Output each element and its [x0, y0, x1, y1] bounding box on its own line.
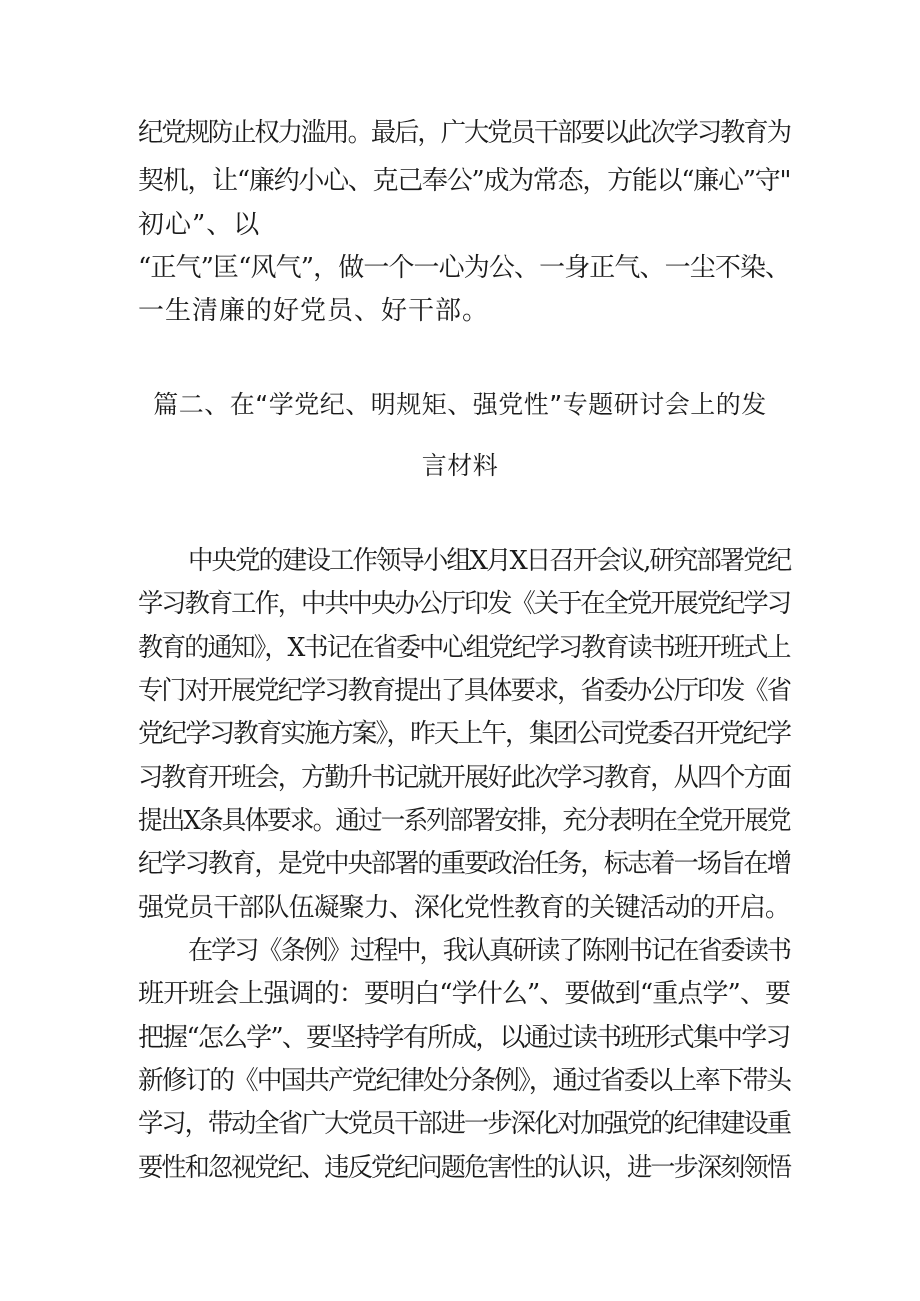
- paragraph-line: 党纪学习教育实施方案》，昨天上午，集团公司党委召开党纪学: [138, 719, 791, 749]
- paragraph-line: 把握“怎么学”、要坚持学有所成，以通过读书班形式集中学习: [138, 1023, 790, 1053]
- section-title-line: 言材料: [421, 451, 499, 480]
- paragraph-line: 班开班会上强调的：要明白“学什么”、要做到“重点学”、要: [138, 979, 791, 1009]
- paragraph-line: 学习教育工作，中共中央办公厅印发《关于在全党开展党纪学习: [138, 589, 791, 619]
- paragraph-line: 在学习《条例》过程中，我认真研读了陈刚书记在省委读书: [188, 936, 791, 966]
- paragraph-line: 教育的通知》，X书记在省委中心组党纪学习教育读书班开班式上: [138, 633, 790, 663]
- paragraph-line: 学习，带动全省广大党员干部进一步深化对加强党的纪律建设重: [138, 1109, 791, 1139]
- paragraph-line: 习教育开班会，方勤升书记就开展好此次学习教育，从四个方面: [138, 763, 791, 793]
- paragraph-line: 强党员干部队伍凝聚力、深化党性教育的关键活动的开启。: [138, 893, 791, 923]
- paragraph-line: 初心”、以: [138, 210, 261, 240]
- paragraph-line: 新修订的《中国共产党纪律处分条例》，通过省委以上率下带头: [138, 1066, 791, 1096]
- paragraph-line: 一生清廉的好党员、好干部。: [138, 296, 490, 326]
- section-title-line: 篇二、在“学党纪、明规矩、强党性”专题研讨会上的发: [153, 390, 767, 419]
- paragraph-line: “正气”匡“风气”，做一个一心为公、一身正气、一尘不染、: [138, 253, 791, 283]
- paragraph-line: 中央党的建设工作领导小组X月X日召开会议,研究部署党纪: [188, 546, 791, 576]
- paragraph-line: 纪党规防止权力滥用。最后，广大党员干部要以此次学习教育为: [138, 118, 791, 148]
- paragraph-line: 要性和忽视党纪、违反党纪问题危害性的认识，进一步深刻领悟: [138, 1153, 791, 1183]
- paragraph-line: 专门对开展党纪学习教育提出了具体要求，省委办公厅印发《省: [138, 676, 791, 706]
- paragraph-line: 提出X条具体要求。通过一系列部署安排，充分表明在全党开展党: [138, 806, 790, 836]
- paragraph-line: 纪学习教育，是党中央部署的重要政治任务，标志着一场旨在增: [138, 849, 791, 879]
- paragraph-line: 契机，让“廉约小心、克己奉公”成为常态，方能以“廉心”守": [138, 166, 791, 196]
